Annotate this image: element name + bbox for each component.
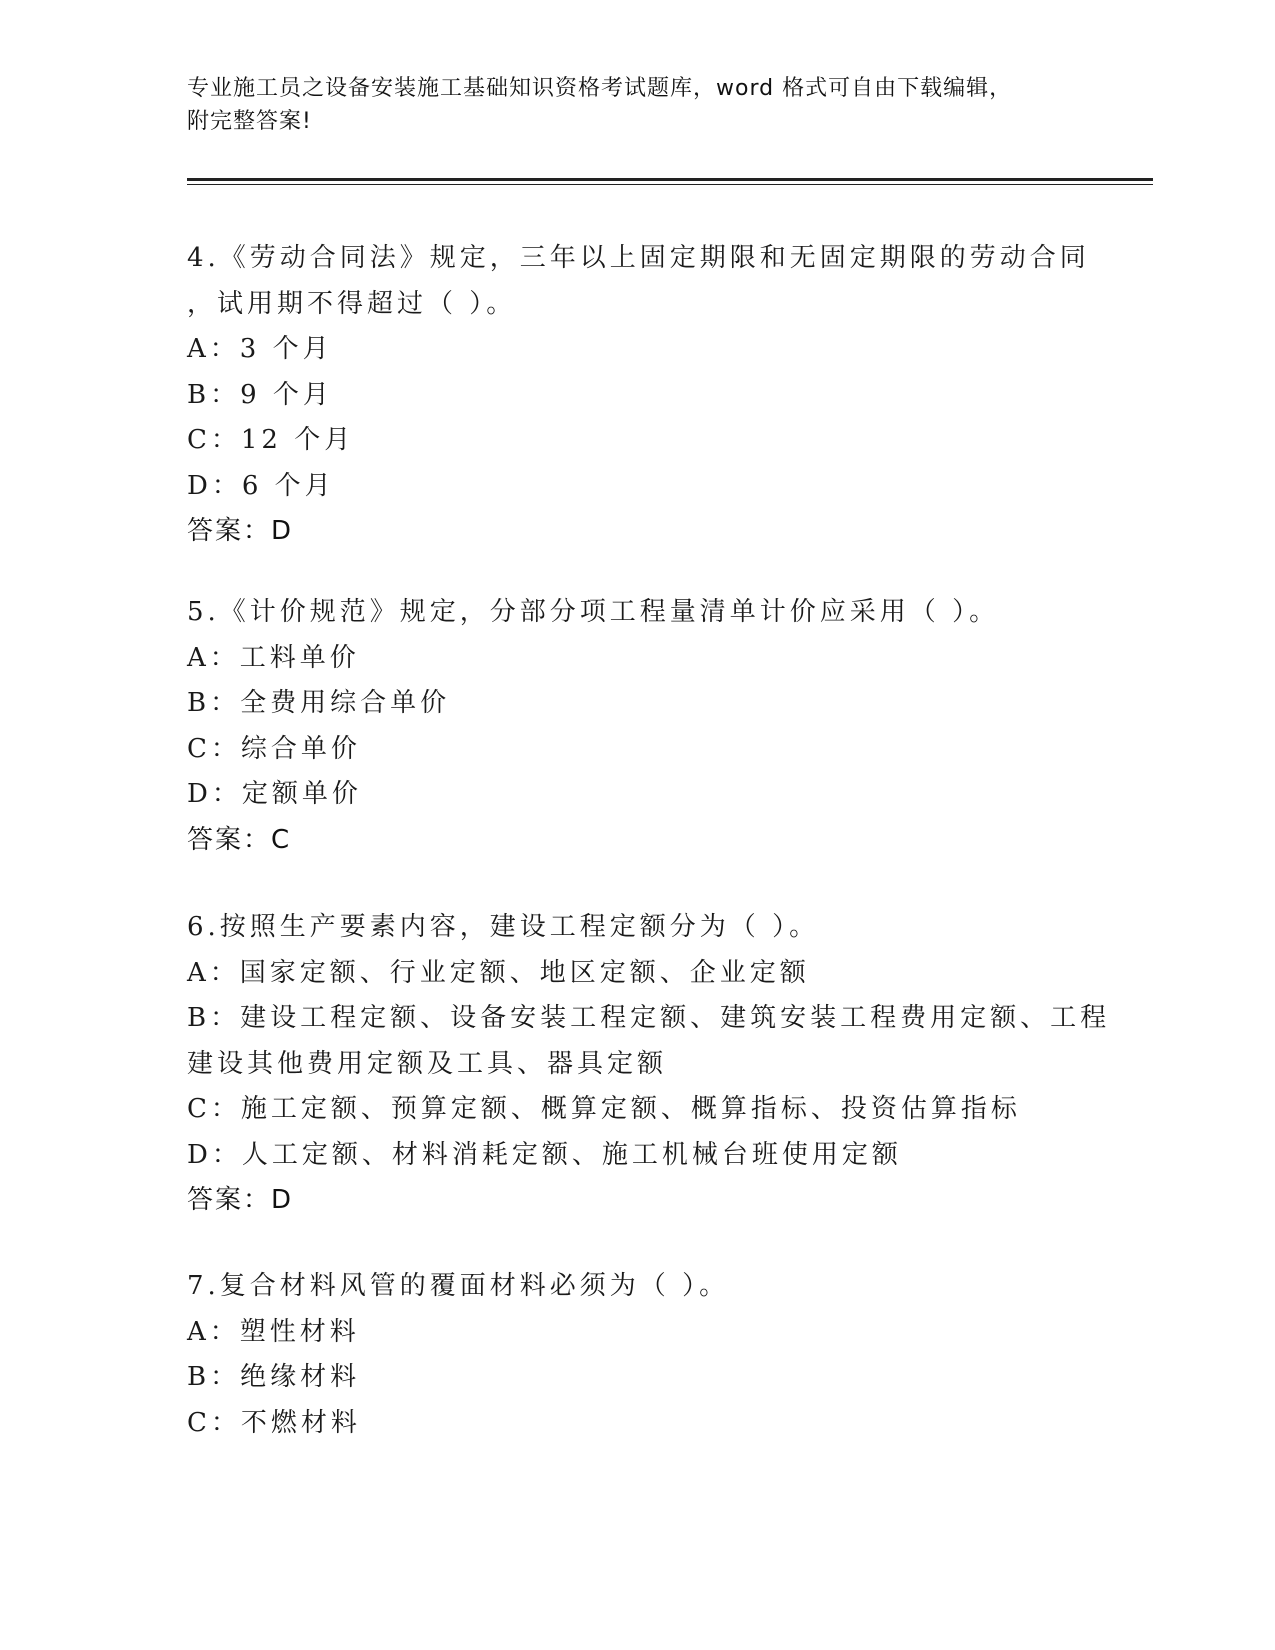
- option-b: B：绝缘材料: [187, 1362, 361, 1392]
- question-7: [187, 1264, 1087, 1446]
- header-divider-thick: [187, 178, 1153, 181]
- option-d: D：定额单价: [187, 779, 362, 809]
- question-stem: 4.《劳动合同法》规定，三年以上固定期限和无固定期限的劳动合同: [187, 243, 1090, 273]
- question-4: [187, 236, 1090, 555]
- question-stem: 6.按照生产要素内容，建设工程定额分为（ ）。: [187, 912, 820, 942]
- option-b: B：9 个月: [187, 379, 333, 410]
- option-c: C：施工定额、预算定额、概算定额、概算指标、投资估算指标: [187, 1094, 1021, 1124]
- option-c: C：综合单价: [187, 733, 361, 764]
- question-stem: 5.《计价规范》规定，分部分项工程量清单计价应采用（ ）。: [187, 597, 1000, 627]
- option-a: A：塑性材料: [187, 1316, 360, 1347]
- option-b: B：全费用综合单价: [187, 688, 451, 718]
- question-6: [187, 905, 1111, 1224]
- answer-label: 答案：C: [187, 824, 292, 855]
- question-stem-continued: ，试用期不得超过（ ）。: [187, 288, 517, 319]
- question-stem: 7.复合材料风管的覆面材料必须为（ ）。: [187, 1271, 730, 1301]
- option-d: D：人工定额、材料消耗定额、施工机械台班使用定额: [187, 1139, 902, 1170]
- option-c: C：12 个月: [187, 425, 355, 455]
- question-5: [187, 590, 1087, 863]
- option-b: B：建设工程定额、设备安装工程定额、建筑安装工程费用定额、工程: [187, 1003, 1111, 1033]
- option-a: A：工料单价: [187, 642, 360, 673]
- option-d: D：6 个月: [187, 470, 335, 501]
- header-line-2: 附完整答案!: [187, 109, 312, 134]
- answer-label: 答案：D: [187, 516, 294, 546]
- option-a: A：国家定额、行业定额、地区定额、企业定额: [187, 957, 810, 988]
- header-line-1: 专业施工员之设备安装施工基础知识资格考试题库，word 格式可自由下载编辑，: [187, 76, 1013, 101]
- answer-label: 答案：D: [187, 1185, 294, 1215]
- option-a: A：3 个月: [187, 334, 333, 364]
- option-c: C：不燃材料: [187, 1407, 361, 1438]
- document-header: [187, 72, 1067, 138]
- header-divider-thin: [187, 184, 1153, 185]
- option-b-continued: 建设其他费用定额及工具、器具定额: [187, 1048, 668, 1079]
